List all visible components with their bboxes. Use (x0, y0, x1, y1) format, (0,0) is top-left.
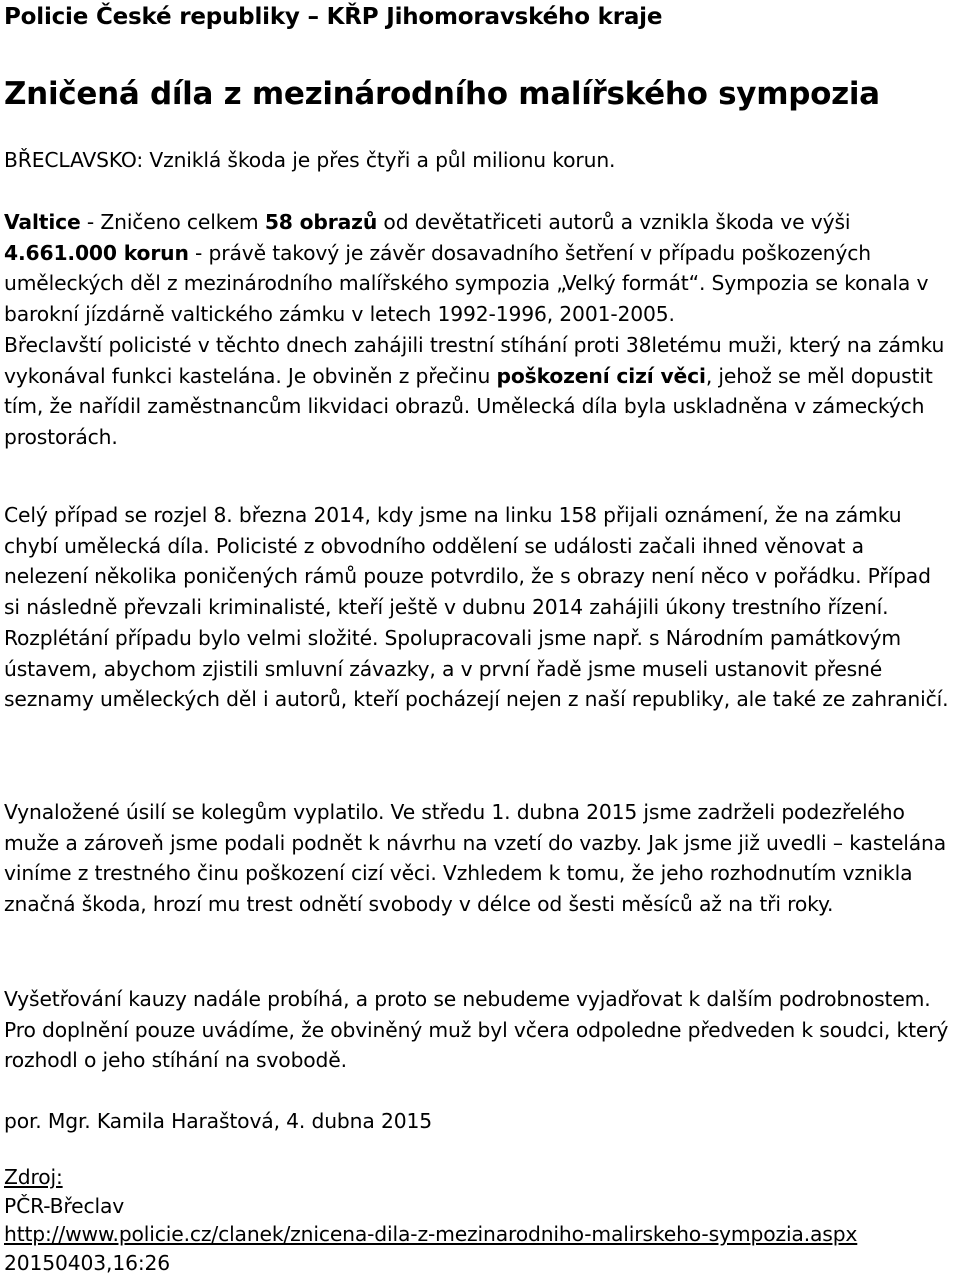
source-link[interactable]: http://www.policie.cz/clanek/znicena-dila-z-mezinarodniho-malirskeho-sympozia.aspx (4, 1222, 858, 1247)
text-run: Břeclavští policisté v těchto dnech zahájili trestní stíhání proti 38letému muži, který na zámku vykonával funkci kastelána. Je obviněn z přečinu (4, 332, 945, 388)
signature: por. Mgr. Kamila Haraštová, 4. dubna 2015 (4, 1109, 432, 1133)
bold-amount: 4.661.000 korun (4, 240, 189, 265)
bold-count: 58 obrazů (264, 210, 378, 234)
article-title: Zničená díla z mezinárodního malířského sympozia (4, 76, 880, 112)
source-org: PČR-Břeclav (4, 1193, 125, 1218)
text-run: - právě takový je závěr dosavadního šetření v případu poškozených uměleckých děl z mezinárodního malířského sympozia „Velký formát“. Sympozia se konala v barokní jízdárně valtického zámku v letech 1992-1996, 2001-2005. (4, 240, 929, 327)
text-run: , jehož se měl dopustit tím, že nařídil zaměstnancům likvidaci obrazů. Umělecká díla byla uskladněna v zámeckých prostorách. (4, 363, 933, 449)
text-run: od devětatřiceti autorů a vznikla škoda ve výši (377, 210, 851, 234)
body-paragraph-1 (4, 207, 952, 453)
text-run: - Zničeno celkem (80, 210, 265, 234)
body-paragraph-2: Celý případ se rozjel 8. března 2014, kdy jsme na linku 158 přijali oznámení, že na zámku chybí umělecká díla. Policisté z obvodního oddělení se události začali ihned věnovat a nelezení několika poničených rámů pouze potvrdilo, že s obrazy není něco v pořádku. Případ si následně převzali kriminalisté, kteří ještě v dubnu 2014 zahájili úkony trestního řízení. Rozplétání případu bylo velmi složité. Spolupracovali jsme např. s Národním památkovým ústavem, abychom zjistili smluvní závazky, a v první řadě jsme museli ustanovit přesné seznamy uměleckých děl i autorů, kteří pocházejí nejen z naší republiky, ale také ze zahraničí. (4, 503, 949, 712)
source-block (4, 1163, 857, 1277)
source-label: Zdroj: (4, 1165, 63, 1189)
body-paragraph-3: Vynaložené úsilí se kolegům vyplatilo. Ve středu 1. dubna 2015 jsme zadrželi podezřelého muže a zároveň jsme podali podnět k návrhu na vzetí do vazby. Jak jsme již uvedli – kastelána viníme z trestného činu poškození cizí věci. Vzhledem k tomu, že jeho rozhodnutím vznikla značná škoda, hrozí mu trest odnětí svobody v délce od šesti měsíců až na tři roky. (4, 800, 947, 917)
source-timestamp: 20150403,16:26 (4, 1250, 171, 1275)
publisher-header: Policie České republiky – KŘP Jihomoravského kraje (4, 4, 663, 30)
lead-paragraph: BŘECLAVSKO: Vzniklá škoda je přes čtyři a půl milionu korun. (4, 148, 616, 172)
bold-place: Valtice (4, 210, 81, 234)
body-paragraph-4: Vyšetřování kauzy nadále probíhá, a proto se nebudeme vyjadřovat k dalším podrobnostem. Pro doplnění pouze uvádíme, že obviněný muž byl včera odpoledne předveden k soudci, který rozhodl o jeho stíhání na svobodě. (4, 987, 949, 1073)
bold-offense: poškození cizí věci (496, 363, 706, 388)
